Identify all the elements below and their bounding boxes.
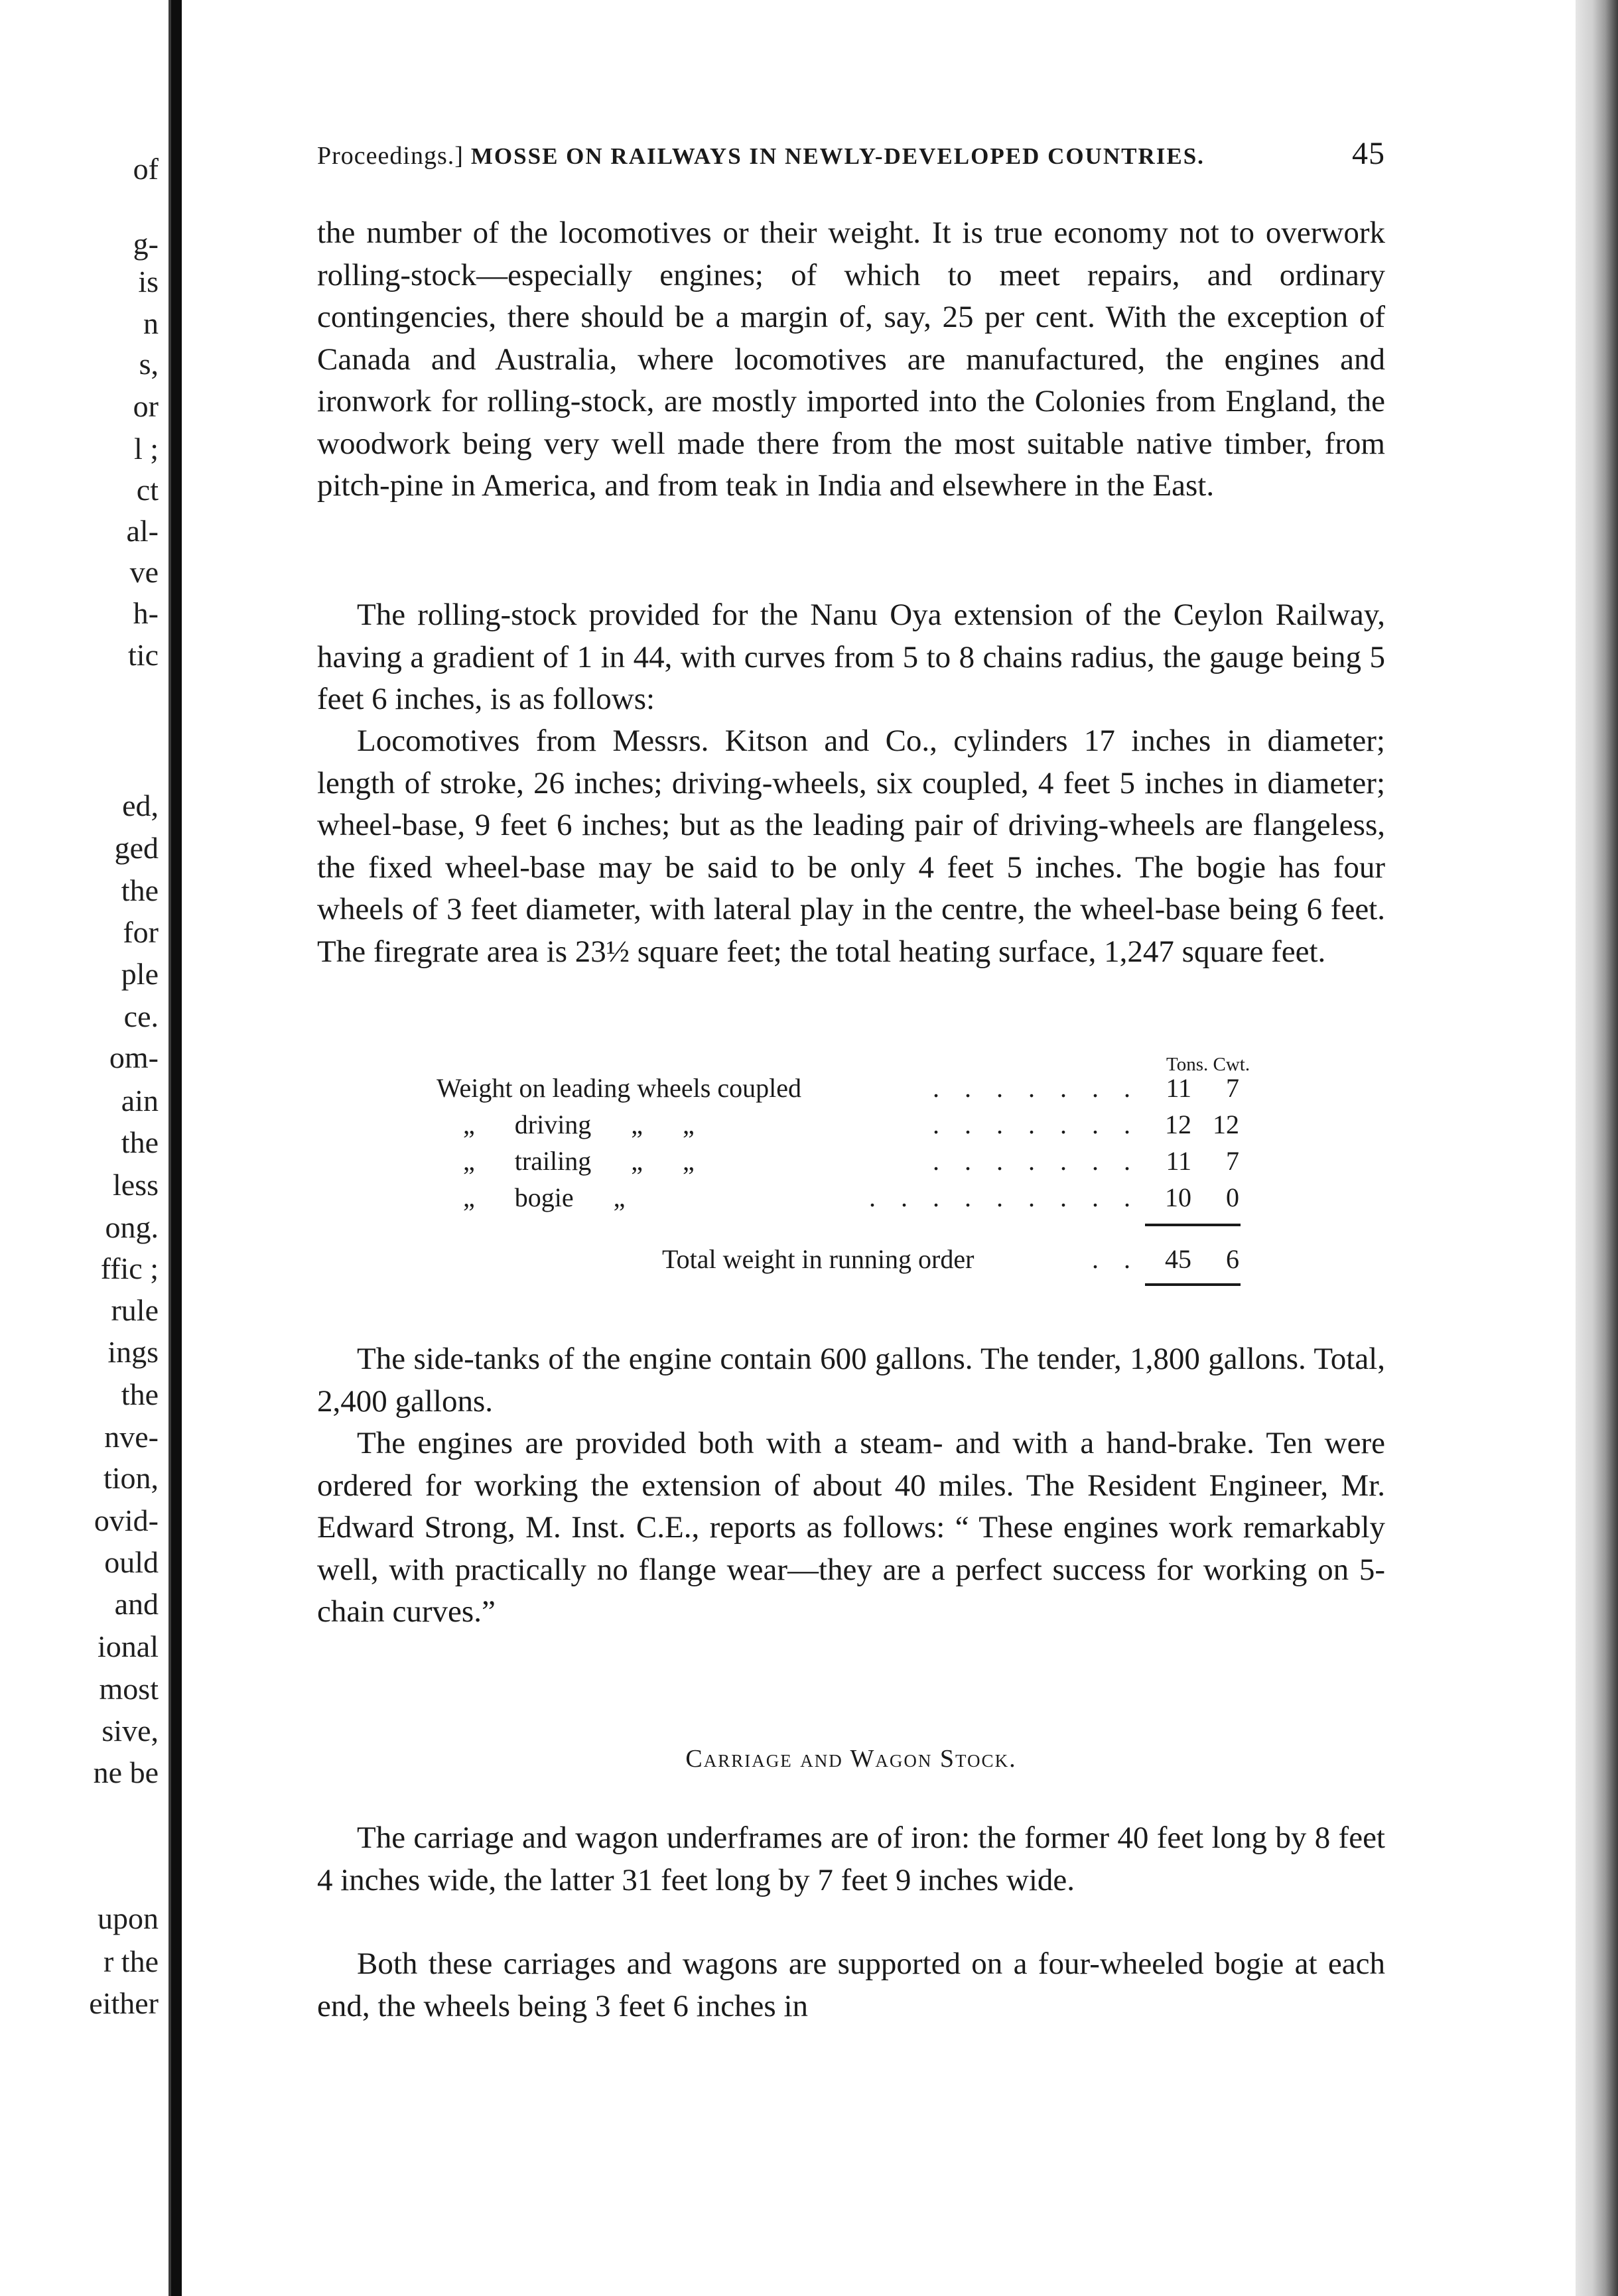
row-tons: 11 [1166,1146,1191,1176]
row-label: „ bogie „ [463,1182,626,1212]
page-number: 45 [1352,136,1385,171]
book-spine [171,0,182,2296]
left-fragment: and [114,1587,159,1621]
paragraph: The side-tanks of the engine contain 600 gallons. The tender, 1,800 gallons. Total, 2,400 gallons. [317,1342,1385,1419]
left-fragment: ve [129,555,159,589]
left-fragment: or [133,389,159,423]
left-fragment: of [133,152,159,186]
table-row [437,1109,1385,1145]
total-rule-bottom [1145,1283,1241,1286]
paragraph: The rolling-stock provided for the Nanu Oya extension of the Ceylon Railway, having a gradient of 1 in 44, with curves from 5 to 8 chains radius, the gauge being 5 feet 6 inches, is as follows: [317,598,1385,716]
row-cwt: 12 [1213,1110,1239,1139]
paragraph: The carriage and wagon underframes are of iron: the former 40 feet long by 8 feet 4 inches wide, the latter 31 feet long by 7 feet 9 inches wide. [317,1820,1385,1897]
left-fragment: ain [121,1084,159,1117]
left-fragment: the [121,1125,159,1159]
left-fragment: most [99,1672,159,1706]
row-leader: . . . . . . . [933,1110,1140,1139]
left-fragment: the [121,1377,159,1411]
row-cwt: 0 [1226,1182,1239,1212]
left-fragment: tic [128,638,159,672]
left-fragment: less [113,1168,159,1202]
left-fragment: ional [98,1629,159,1663]
left-fragment: upon [98,1901,159,1935]
left-fragment: is [138,265,159,298]
left-fragment: om- [109,1041,159,1074]
left-fragment: l ; [133,432,159,466]
left-fragment: ould [104,1545,159,1579]
left-fragment: the [121,873,159,907]
total-rule-top [1145,1224,1241,1226]
row-tons: 10 [1165,1182,1191,1212]
left-fragment: tion, [103,1461,159,1495]
page-edge [1576,0,1618,2296]
row-cwt: 7 [1226,1073,1239,1103]
row-tons: 11 [1166,1073,1191,1103]
left-fragment: ple [121,957,159,991]
left-fragment: al- [126,514,159,548]
left-fragment: r the [103,1945,159,1978]
table-row [437,1072,1385,1109]
row-leader: . . . . . . . [933,1146,1140,1176]
row-label: „ driving „ „ [463,1110,695,1139]
running-head-title: MOSSE ON RAILWAYS IN NEWLY-DEVELOPED COUNTRIES. [470,143,1205,169]
left-fragment: s, [139,347,159,381]
left-fragment: ct [136,473,159,507]
row-leader: . . . . . . . . . [869,1182,1140,1212]
table-total-row [437,1244,1385,1280]
row-cwt: 7 [1226,1146,1239,1176]
total-cwt: 6 [1226,1244,1239,1274]
table-row [437,1182,1385,1218]
left-fragment: ne be [93,1755,159,1789]
left-fragment: g- [133,227,159,261]
left-fragment: ong. [105,1210,159,1244]
section-heading: Carriage and Wagon Stock. [685,1745,1017,1773]
left-fragment: ings [107,1335,159,1369]
total-leader: . . [1092,1244,1140,1274]
weight-table-header: Tons. Cwt. [1166,1054,1250,1075]
row-label: Weight on leading wheels coupled [437,1073,801,1103]
paragraph: the number of the locomotives or their weight. It is true economy not to overwork rolling-stock—especially engines; of which to meet repairs, and ordinary contingencies, there should be a margin of, say, 25 per cent. With the exception of Canada and Australia, where locomotives are manufactured, the engines and ironwork for rolling-stock, are mostly imported into the Colonies from England, the woodwork being very well made there from the most suitable native timber, from pitch-pine in America, and from teak in India and elsewhere in the East. [317,216,1385,503]
left-fragment: for [123,915,159,949]
row-tons: 12 [1165,1110,1191,1139]
paragraph: Both these carriages and wagons are supported on a four-wheeled bogie at each end, the wheels being 3 feet 6 inches in [317,1946,1385,2023]
row-label: „ trailing „ „ [463,1146,695,1176]
paragraph: The engines are provided both with a steam- and with a hand-brake. Ten were ordered for working the extension of about 40 miles. The Resident Engineer, Mr. Edward Strong, M. Inst. C.E., reports as follows: “ These engines work remarkably well, with practically no flange wear—they are a perfect success for working on 5-chain curves.” [317,1426,1385,1629]
table-row [437,1145,1385,1182]
left-fragment: n [143,306,159,340]
left-fragment: ce. [123,999,159,1033]
left-fragment: ffic ; [100,1251,159,1285]
left-page-fragment [0,0,169,2296]
left-fragment: rule [111,1293,159,1327]
total-tons: 45 [1165,1244,1191,1274]
left-fragment: ovid- [94,1503,159,1537]
total-label: Total weight in running order [662,1244,975,1274]
row-leader: . . . . . . . [933,1073,1140,1103]
left-fragment: sive, [101,1714,159,1748]
left-fragment: h- [133,596,159,630]
left-fragment: ed, [122,789,159,822]
running-head [317,136,1385,186]
running-head-prefix: Proceedings.] [317,142,464,170]
left-fragment: nve- [104,1420,159,1454]
paragraph: Locomotives from Messrs. Kitson and Co., cylinders 17 inches in diameter; length of stroke, 26 inches; driving-wheels, six coupled, 4 feet 5 inches in diameter; wheel-base, 9 feet 6 inches; but as the leading pair of driving-wheels are flangeless, the fixed wheel-base may be said to be only 4 feet 5 inches. The bogie has four wheels of 3 feet diameter, with lateral play in the centre, the wheel-base being 6 feet. The firegrate area is 23½ square feet; the total heating surface, 1,247 square feet. [317,724,1385,969]
left-fragment: either [89,1986,159,2020]
left-fragment: ged [114,831,159,865]
